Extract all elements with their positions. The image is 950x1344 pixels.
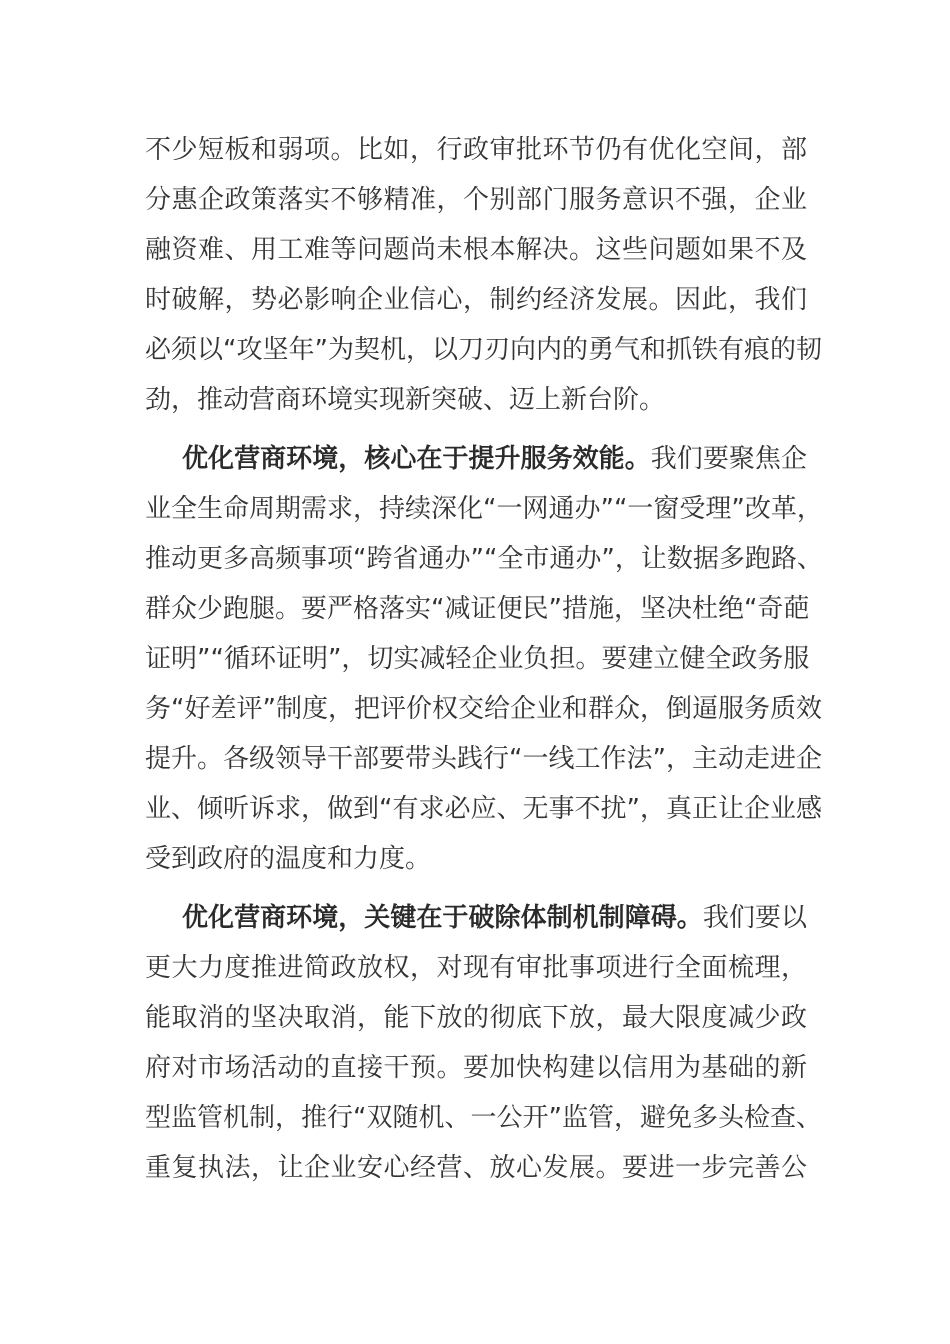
paragraph-heading-continuation: 我们要聚焦企 bbox=[650, 444, 807, 474]
paragraph-2 bbox=[145, 434, 823, 884]
paragraph-heading-continuation: 我们要以 bbox=[702, 903, 807, 933]
text-line bbox=[145, 893, 807, 943]
text-line: 不少短板和弱项。比如，行政审批环节仍有优化空间，部 bbox=[145, 135, 807, 165]
paragraph-1 bbox=[145, 125, 822, 425]
text-line: 重复执法，让企业安心经营、放心发展。要进一步完善公 bbox=[145, 1153, 807, 1183]
paragraph-3 bbox=[145, 893, 822, 1193]
text-line: 推动更多高频事项“跨省通办”“全市通办”，让数据多跑路、 bbox=[145, 544, 823, 574]
text-line: 劲，推动营商环境实现新突破、迈上新台阶。 bbox=[145, 385, 666, 415]
text-line: 型监管机制，推行“双随机、一公开”监管，避免多头检查、 bbox=[145, 1103, 822, 1133]
text-line bbox=[145, 434, 807, 484]
text-line: 分惠企政策落实不够精准，个别部门服务意识不强，企业 bbox=[145, 185, 807, 215]
text-line: 证明”“循环证明”，切实减轻企业负担。要建立健全政务服 bbox=[145, 644, 810, 674]
paragraph-heading: 优化营商环境，关键在于破除体制机制障碍。 bbox=[182, 903, 703, 933]
text-line: 群众少跑腿。要严格落实“减证便民”措施，坚决杜绝“奇葩 bbox=[145, 594, 810, 624]
document-body bbox=[145, 125, 823, 1193]
text-line: 融资难、用工难等问题尚未根本解决。这些问题如果不及 bbox=[145, 235, 807, 265]
text-line: 业全生命周期需求，持续深化“一网通办”“一窗受理”改革， bbox=[145, 494, 823, 524]
text-line: 必须以“攻坚年”为契机，以刀刃向内的勇气和抓铁有痕的韧 bbox=[145, 335, 822, 365]
text-line: 能取消的坚决取消，能下放的彻底下放，最大限度减少政 bbox=[145, 1003, 807, 1033]
text-line: 府对市场活动的直接干预。要加快构建以信用为基础的新 bbox=[145, 1053, 807, 1083]
text-line: 受到政府的温度和力度。 bbox=[145, 844, 432, 874]
text-line: 提升。各级领导干部要带头践行“一线工作法”，主动走进企 bbox=[145, 744, 822, 774]
text-line: 更大力度推进简政放权，对现有审批事项进行全面梳理， bbox=[145, 953, 807, 983]
text-line: 业、倾听诉求，做到“有求必应、无事不扰”，真正让企业感 bbox=[145, 794, 822, 824]
text-line: 时破解，势必影响企业信心，制约经济发展。因此，我们 bbox=[145, 285, 807, 315]
text-line: 务“好差评”制度，把评价权交给企业和群众，倒逼服务质效 bbox=[145, 694, 822, 724]
paragraph-heading: 优化营商环境，核心在于提升服务效能。 bbox=[182, 444, 651, 474]
